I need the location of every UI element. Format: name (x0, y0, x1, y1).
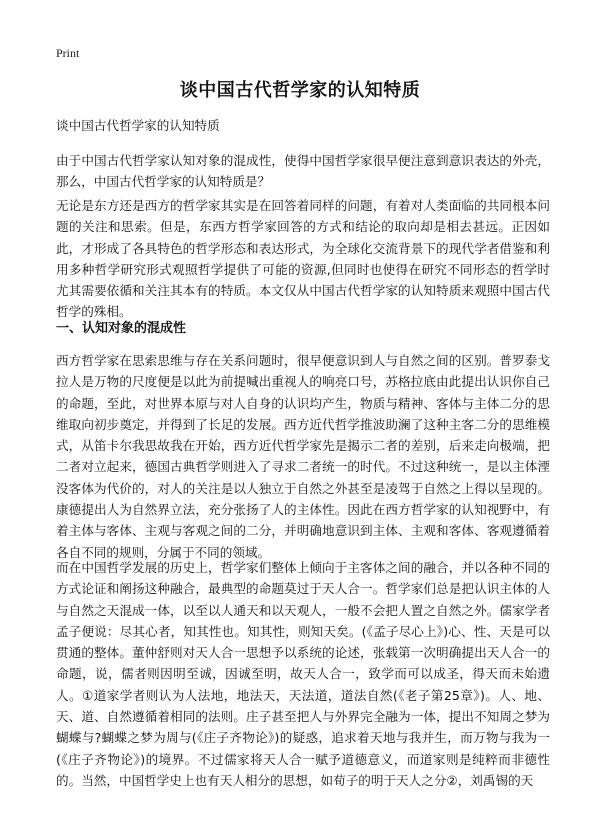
chinese-paragraph: 而在中国哲学发展的历史上，哲学家们整体上倾向于主客体之间的融合，并以各种不同的方式论证和阐扬这种融合，最典型的命题莫过于天人合一。哲学家们总是把认识主体的人与自然之天混成一体，以至以人通天和以天观人，一般不会把人置之自然之外。儒家学者孟子便说：尽其心者，知其性也。知其性，则知天矣。(《孟子尽心上》)心、性、天是可以贯通的整体。董仲舒则对天人合一思想予以系统的论述，张载第一次明确提出天人合一的命题，说，儒者则因明至诚，因诚至明，故天人合一，致学而可以成圣，得天而未始遗人。①道家学者则认为人法地，地法天，天法道，道法自然(《老子第25章》)。人、地、天、道、自然遵循着相同的法则。庄子甚至把人与外界完全融为一体，提出不知周之梦为蝴蝶与?蝴蝶之梦为周与(《庄子齐物论》)的疑惑，追求着天地与我并生，而万物与我为一(《庄子齐物论》)的境界。不过儒家将天人合一赋予道德意义，而道家则是纯粹而非德性的。当然，中国哲学史上也有天人相分的思想，如荀子的明于天人之分②，刘禹锡的天 (56, 560, 550, 788)
subtitle: 谈中国古代哲学家的认知特质 (56, 118, 220, 133)
intro-paragraph: 由于中国古代哲学家认知对象的混成性，使得中国哲学家很早便注意到意识表达的外壳，那么，中国古代哲学家的认知特质是？ (56, 153, 550, 190)
context-paragraph: 无论是东方还是西方的哲学家其实是在回答着同样的问题，有着对人类面临的共同根本问题的关注和思索。但是，东西方哲学家回答的方式和结论的取向却是相去甚远。正因如此，才形成了各具特色的哲学形态和表达形式，为全球化交流背景下的现代学者借鉴和利用多种哲学研究形式观照哲学提供了可能的资源,但同时也使得在研究不同形态的哲学时尤其需要依循和关注其本有的特质。本文仅从中国古代哲学家的认知特质来观照中国古代哲学的殊相。 (56, 198, 550, 320)
page-title: 谈中国古代哲学家的认知特质 (179, 80, 421, 101)
western-paragraph: 西方哲学家在思索思维与存在关系问题时，很早便意识到人与自然之间的区别。普罗泰戈拉人是万物的尺度便是以此为前提喊出重视人的响亮口号，苏格拉底由此提出认识你自己的命题，至此，对世界本原与对人自身的认识均产生，物质与精神、客体与主体二分的思维取向初步奠定，并得到了长足的发展。西方近代哲学推波助澜了这种主客二分的思维模式，从笛卡尔我思故我在开始，西方近代哲学家先是揭示二者的差别，后来走向极端，把二者对立起来，德国古典哲学则进入了寻求二者统一的时代。不过这种统一，是以主体湮没客体为代价的，对人的关注是以人独立于自然之外甚至是凌驾于自然之上得以呈现的。康德提出人为自然界立法，充分张扬了人的主体性。因此在西方哲学家的认知视野中，有着主体与客体、主观与客观之间的二分，并明确地意识到主体、主观和客体、客观遵循着各自不同的规则，分属于不同的领域。 (56, 353, 550, 560)
section-heading: 一、认知对象的混成性 (56, 321, 187, 336)
print-link[interactable]: Print (56, 46, 80, 60)
